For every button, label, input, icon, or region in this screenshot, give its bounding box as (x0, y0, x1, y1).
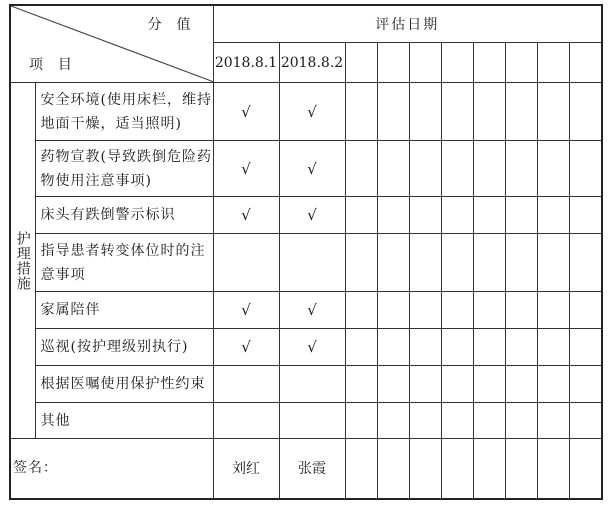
date-cell (441, 43, 473, 83)
table-row (10, 197, 602, 234)
check-mark: √ (213, 83, 279, 141)
date-cell (537, 43, 569, 83)
signature-name: 张霞 (279, 439, 345, 499)
row-item: 药物宣教(导致跌倒危险药物使用注意事项) (35, 141, 213, 197)
check-mark: √ (213, 197, 279, 234)
group-label: 护理措施 (14, 230, 31, 291)
row-item: 家属陪伴 (35, 292, 213, 329)
date-cell: 2018.8.2 (279, 43, 345, 83)
check-mark (279, 403, 345, 439)
table-row (10, 141, 602, 197)
check-mark: √ (213, 329, 279, 366)
date-cell: 2018.8.1 (213, 43, 279, 83)
score-label: 分 值 (147, 17, 193, 33)
date-cell (345, 43, 377, 83)
item-label: 项 目 (29, 57, 74, 73)
eval-date-header: 评估日期 (213, 5, 602, 43)
row-item: 安全环境(使用床栏，维持地面干燥，适当照明) (35, 83, 213, 141)
date-cell (473, 43, 505, 83)
check-mark: √ (213, 292, 279, 329)
check-mark (213, 403, 279, 439)
row-item: 根据医嘱使用保护性约束 (35, 366, 213, 403)
table-row (10, 83, 602, 141)
date-cell (505, 43, 537, 83)
table-row (10, 292, 602, 329)
date-cell (377, 43, 409, 83)
check-mark: √ (279, 292, 345, 329)
date-cell (409, 43, 441, 83)
row-item: 巡视(按护理级别执行) (35, 329, 213, 366)
table-row (10, 366, 602, 403)
row-item: 指导患者转变体位时的注意事项 (35, 234, 213, 292)
diagonal-header-cell (10, 5, 213, 83)
check-mark (213, 366, 279, 403)
signature-label: 签名： (10, 439, 213, 499)
signature-name: 刘红 (213, 439, 279, 499)
check-mark (279, 366, 345, 403)
check-mark (213, 234, 279, 292)
check-mark: √ (279, 329, 345, 366)
check-mark: √ (279, 83, 345, 141)
check-mark (279, 234, 345, 292)
fall-risk-assessment-table (9, 4, 603, 500)
check-mark: √ (279, 197, 345, 234)
check-mark: √ (279, 141, 345, 197)
date-cell (569, 43, 602, 83)
signature-row (10, 439, 602, 499)
group-label-cell (10, 83, 35, 439)
row-item: 其他 (35, 403, 213, 439)
table-row (10, 329, 602, 366)
table-row (10, 234, 602, 292)
check-mark: √ (213, 141, 279, 197)
row-item: 床头有跌倒警示标识 (35, 197, 213, 234)
table-row (10, 403, 602, 439)
